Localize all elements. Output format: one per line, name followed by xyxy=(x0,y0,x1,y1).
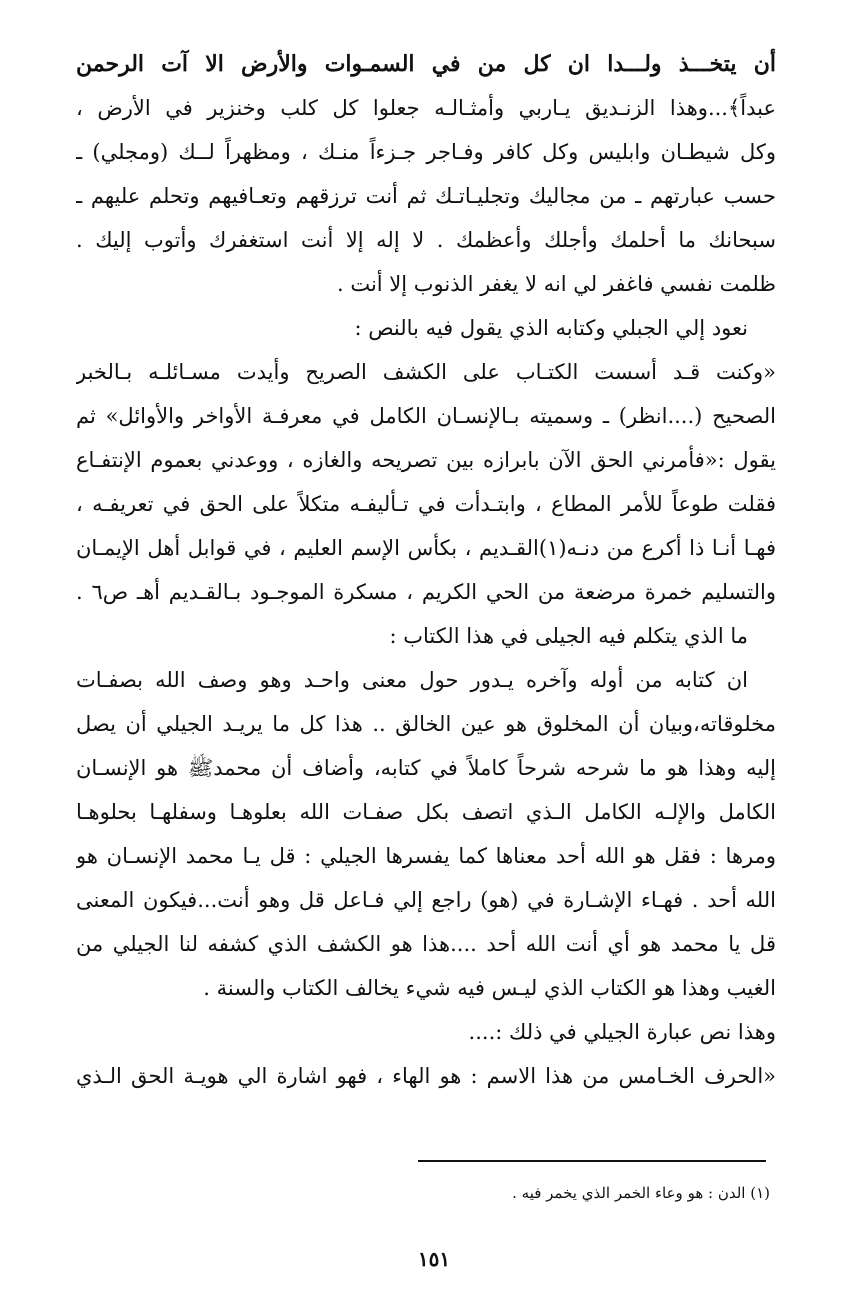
text-line: عبداً﴾...وهذا الزنـديق يـاربي وأمثـالـه جعلوا كل كلب وخنزير في الأرض ، xyxy=(76,96,776,120)
text-line-quranic-verse: أن يتخـــذ ولـــدا ان كل من في السمـوات والأرض الا آت الرحمن xyxy=(76,51,776,77)
text-line: إليه وهذا هو ما شرحه شرحاً كاملاً في كتابه، وأضاف أن محمدﷺ هو الإنسـان xyxy=(76,756,776,780)
text-line: الكامل والإلـه الكامل الـذي اتصف بكل صفـات الله بعلوهـا وسفلهـا بحلوهـا xyxy=(76,800,776,824)
text-line: حسب عبارتهم ـ من مجاليك وتجليـاتـك ثم أنت ترزقهم وتعـافيهم وتحلم عليهم ـ xyxy=(76,184,776,208)
text-line: ومرها : فقل هو الله أحد معناها كما يفسرها الجيلي : قل يـا محمد الإنسـان هو xyxy=(76,844,776,868)
text-line: نعود إلي الجبلي وكتابه الذي يقول فيه بالنص : xyxy=(354,316,748,340)
text-line: «وكنت قـد أسست الكتـاب على الكشف الصريح وأيدت مسـائلـه بـالخبر xyxy=(76,360,776,384)
section-heading-line: ما الذي يتكلم فيه الجيلى في هذا الكتاب : xyxy=(389,624,748,648)
text-line: والتسليم خمرة مرضعة من الحي الكريم ، مسكرة الموجـود بـالقـديم أهـ ص٦ . xyxy=(76,580,776,604)
text-line: قل يا محمد هو أي أنت الله أحد ....هذا هو الكشف الذي كشفه لنا الجيلي من xyxy=(76,932,776,956)
text-line: وكل شيطـان وابليس وكل كافر وفـاجر جـزءاً منـك ، ومظهراً لــك (ومجلي) ـ xyxy=(76,140,776,164)
text-line: فقلت طوعاً للأمر المطاع ، وابتـدأت في تـأليفـه متكلاً على الحق في تعريفـه ، xyxy=(76,492,776,516)
text-line: الصحيح (....انظر) ـ وسميته بـالإنسـان الكامل في معرفـة الأواخر والأوائل» ثم xyxy=(76,404,776,428)
text-line: يقول :«فأمرني الحق الآن بابرازه بين تصريحه والغازه ، ووعدني بعموم الإنتفـاع xyxy=(76,448,776,472)
text-line: فهـا أنـا ذا أكرع من دنـه(١)القـديم ، بكأس الإسم العليم ، في قوابل أهل الإيمـان xyxy=(76,536,776,560)
text-line: الله أحد . فهـاء الإشـارة في (هو) راجع إلي فـاعل قل وهو أنت...فيكون المعنى xyxy=(76,888,776,912)
text-line: الغيب وهذا هو الكتاب الذي ليـس فيه شيء يخالف الكتاب والسنة . xyxy=(203,976,776,1000)
footnote: (١) الدن : هو وعاء الخمر الذي يخمر فيه . xyxy=(512,1184,770,1202)
main-text-block xyxy=(76,42,776,1098)
page-number: ١٥١ xyxy=(417,1247,451,1271)
text-line: سبحانك ما أحلمك وأجلك وأعظمك . لا إله إلا أنت استغفرك وأتوب إليك . xyxy=(76,228,776,252)
text-line: ظلمت نفسي فاغفر لي انه لا يغفر الذنوب إلا أنت . xyxy=(336,272,776,296)
footnote-separator xyxy=(418,1160,766,1162)
text-line: ان كتابه من أوله وآخره يـدور حول معنى واحـد وهو وصف الله بصفـات xyxy=(76,668,748,692)
text-line: مخلوقاته،وبيان أن المخلوق هو عين الخالق .. هذا كل ما يريـد الجيلي أن يصل xyxy=(76,712,776,736)
text-line: «الحرف الخـامس من هذا الاسم : هو الهاء ، فهو اشارة الي هويـة الحق الـذي xyxy=(76,1064,776,1088)
text-line: وهذا نص عبارة الجيلي في ذلك :.... xyxy=(468,1020,776,1044)
